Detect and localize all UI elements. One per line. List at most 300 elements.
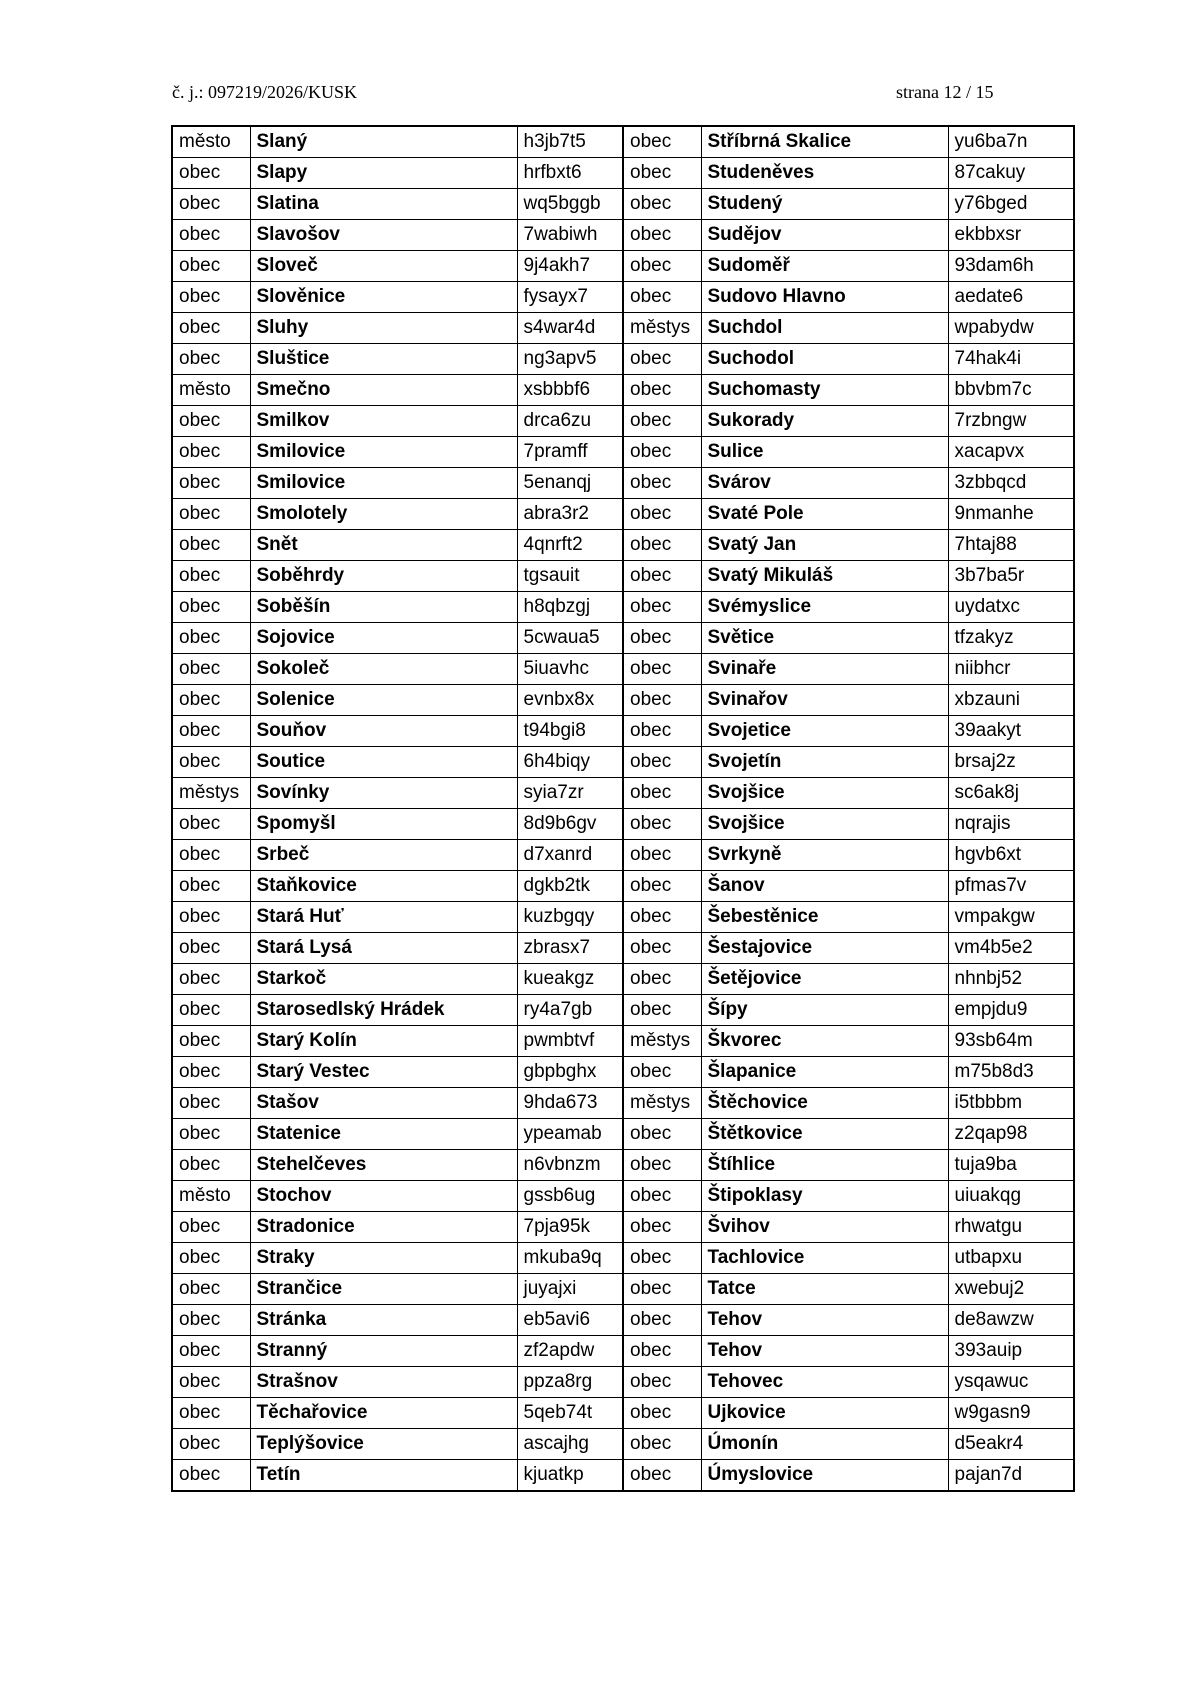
- municipality-code-cell: 6h4biqy: [517, 747, 623, 778]
- municipality-type-cell: obec: [172, 1398, 250, 1429]
- table-row: [172, 902, 1074, 933]
- municipality-name-cell: Srbeč: [250, 840, 517, 871]
- municipality-name-cell: Tachlovice: [701, 1243, 948, 1274]
- table-body: [172, 126, 1074, 1491]
- municipality-code-cell: zbrasx7: [517, 933, 623, 964]
- municipality-type-cell: obec: [623, 158, 701, 189]
- table-row: [172, 871, 1074, 902]
- municipality-name-cell: Svinařov: [701, 685, 948, 716]
- table-row: [172, 1150, 1074, 1181]
- municipality-name-cell: Svojšice: [701, 809, 948, 840]
- municipality-name-cell: Stašov: [250, 1088, 517, 1119]
- municipality-type-cell: obec: [172, 1460, 250, 1492]
- municipality-code-cell: juyajxi: [517, 1274, 623, 1305]
- municipality-name-cell: Suchdol: [701, 313, 948, 344]
- municipality-name-cell: Suchomasty: [701, 375, 948, 406]
- municipality-type-cell: obec: [623, 592, 701, 623]
- municipality-type-cell: obec: [623, 468, 701, 499]
- table-row: [172, 995, 1074, 1026]
- municipality-type-cell: obec: [623, 1212, 701, 1243]
- municipality-code-cell: 5cwaua5: [517, 623, 623, 654]
- municipality-code-cell: xsbbbf6: [517, 375, 623, 406]
- municipality-name-cell: Šlapanice: [701, 1057, 948, 1088]
- table-row: [172, 344, 1074, 375]
- municipality-code-cell: drca6zu: [517, 406, 623, 437]
- municipality-type-cell: obec: [623, 1305, 701, 1336]
- municipality-name-cell: Sluhy: [250, 313, 517, 344]
- municipality-type-cell: městys: [623, 1088, 701, 1119]
- municipality-code-cell: wq5bggb: [517, 189, 623, 220]
- municipality-type-cell: obec: [172, 561, 250, 592]
- municipality-type-cell: obec: [623, 1460, 701, 1492]
- municipality-code-cell: ry4a7gb: [517, 995, 623, 1026]
- municipality-code-cell: fysayx7: [517, 282, 623, 313]
- municipality-type-cell: obec: [623, 530, 701, 561]
- municipality-name-cell: Svojetice: [701, 716, 948, 747]
- municipality-type-cell: obec: [172, 716, 250, 747]
- municipality-type-cell: obec: [623, 1398, 701, 1429]
- municipality-code-cell: 3zbbqcd: [948, 468, 1074, 499]
- municipality-name-cell: Snět: [250, 530, 517, 561]
- municipality-type-cell: obec: [172, 809, 250, 840]
- municipality-name-cell: Stará Lysá: [250, 933, 517, 964]
- municipality-name-cell: Straky: [250, 1243, 517, 1274]
- municipality-type-cell: obec: [623, 1181, 701, 1212]
- municipality-type-cell: obec: [623, 778, 701, 809]
- municipality-code-cell: 7rzbngw: [948, 406, 1074, 437]
- municipality-name-cell: Svinaře: [701, 654, 948, 685]
- municipality-type-cell: obec: [172, 1367, 250, 1398]
- municipality-name-cell: Ujkovice: [701, 1398, 948, 1429]
- municipality-name-cell: Sulice: [701, 437, 948, 468]
- table-row: [172, 933, 1074, 964]
- municipality-name-cell: Svaté Pole: [701, 499, 948, 530]
- municipality-type-cell: obec: [172, 282, 250, 313]
- municipality-name-cell: Švihov: [701, 1212, 948, 1243]
- municipality-code-cell: tuja9ba: [948, 1150, 1074, 1181]
- municipality-code-cell: 74hak4i: [948, 344, 1074, 375]
- table-row: [172, 1460, 1074, 1492]
- municipality-name-cell: Úmonín: [701, 1429, 948, 1460]
- municipality-name-cell: Smilovice: [250, 468, 517, 499]
- document-reference: č. j.: 097219/2026/KUSK: [172, 82, 358, 102]
- municipality-code-cell: sc6ak8j: [948, 778, 1074, 809]
- municipality-code-cell: abra3r2: [517, 499, 623, 530]
- table-row: [172, 158, 1074, 189]
- municipality-code-cell: y76bged: [948, 189, 1074, 220]
- municipality-code-cell: kuzbgqy: [517, 902, 623, 933]
- municipality-name-cell: Sluštice: [250, 344, 517, 375]
- municipality-code-cell: 93sb64m: [948, 1026, 1074, 1057]
- table-row: [172, 964, 1074, 995]
- municipality-code-cell: 9nmanhe: [948, 499, 1074, 530]
- municipality-name-cell: Štipoklasy: [701, 1181, 948, 1212]
- table-row: [172, 716, 1074, 747]
- municipality-code-cell: gssb6ug: [517, 1181, 623, 1212]
- municipality-code-cell: 39aakyt: [948, 716, 1074, 747]
- municipality-type-cell: obec: [623, 499, 701, 530]
- table-row: [172, 1057, 1074, 1088]
- municipality-code-cell: 5qeb74t: [517, 1398, 623, 1429]
- municipality-code-cell: eb5avi6: [517, 1305, 623, 1336]
- municipality-name-cell: Štíhlice: [701, 1150, 948, 1181]
- municipality-name-cell: Těchařovice: [250, 1398, 517, 1429]
- municipality-type-cell: obec: [172, 871, 250, 902]
- municipality-type-cell: obec: [623, 1119, 701, 1150]
- municipality-type-cell: obec: [623, 375, 701, 406]
- table-row: [172, 747, 1074, 778]
- municipality-code-cell: 5iuavhc: [517, 654, 623, 685]
- municipality-code-cell: brsaj2z: [948, 747, 1074, 778]
- table-row: [172, 778, 1074, 809]
- table-row: [172, 530, 1074, 561]
- municipality-code-cell: dgkb2tk: [517, 871, 623, 902]
- municipality-code-cell: xacapvx: [948, 437, 1074, 468]
- municipality-type-cell: obec: [623, 902, 701, 933]
- municipality-code-cell: rhwatgu: [948, 1212, 1074, 1243]
- municipality-code-cell: bbvbm7c: [948, 375, 1074, 406]
- municipality-name-cell: Soutice: [250, 747, 517, 778]
- municipality-type-cell: obec: [172, 1429, 250, 1460]
- municipality-name-cell: Starosedlský Hrádek: [250, 995, 517, 1026]
- municipality-name-cell: Smolotely: [250, 499, 517, 530]
- municipality-name-cell: Tetín: [250, 1460, 517, 1492]
- municipality-type-cell: obec: [172, 406, 250, 437]
- municipality-code-cell: ypeamab: [517, 1119, 623, 1150]
- municipality-type-cell: obec: [623, 344, 701, 375]
- municipality-type-cell: obec: [172, 1305, 250, 1336]
- municipality-type-cell: obec: [623, 871, 701, 902]
- municipality-name-cell: Stříbrná Skalice: [701, 126, 948, 158]
- municipality-code-cell: hrfbxt6: [517, 158, 623, 189]
- municipality-name-cell: Solenice: [250, 685, 517, 716]
- municipality-type-cell: obec: [623, 1336, 701, 1367]
- municipality-name-cell: Tehov: [701, 1336, 948, 1367]
- municipality-code-cell: 9hda673: [517, 1088, 623, 1119]
- municipality-name-cell: Slavošov: [250, 220, 517, 251]
- table-row: [172, 499, 1074, 530]
- table-row: [172, 1305, 1074, 1336]
- municipality-type-cell: obec: [172, 1057, 250, 1088]
- municipality-name-cell: Sokoleč: [250, 654, 517, 685]
- municipality-name-cell: Stochov: [250, 1181, 517, 1212]
- municipality-type-cell: obec: [172, 933, 250, 964]
- municipality-name-cell: Slapy: [250, 158, 517, 189]
- municipality-code-cell: hgvb6xt: [948, 840, 1074, 871]
- municipality-type-cell: obec: [623, 561, 701, 592]
- municipality-code-cell: ppza8rg: [517, 1367, 623, 1398]
- table-row: [172, 468, 1074, 499]
- municipality-code-cell: 7pja95k: [517, 1212, 623, 1243]
- municipality-type-cell: obec: [172, 592, 250, 623]
- municipality-type-cell: obec: [172, 840, 250, 871]
- table-row: [172, 1181, 1074, 1212]
- municipality-name-cell: Stradonice: [250, 1212, 517, 1243]
- municipality-type-cell: obec: [623, 437, 701, 468]
- municipality-code-cell: pajan7d: [948, 1460, 1074, 1492]
- municipality-name-cell: Starý Vestec: [250, 1057, 517, 1088]
- municipality-name-cell: Tehovec: [701, 1367, 948, 1398]
- municipality-type-cell: obec: [623, 623, 701, 654]
- municipality-code-cell: gbpbghx: [517, 1057, 623, 1088]
- municipality-name-cell: Tatce: [701, 1274, 948, 1305]
- municipality-name-cell: Slaný: [250, 126, 517, 158]
- municipality-name-cell: Svojšice: [701, 778, 948, 809]
- municipality-code-cell: n6vbnzm: [517, 1150, 623, 1181]
- municipality-name-cell: Svatý Jan: [701, 530, 948, 561]
- municipality-code-cell: mkuba9q: [517, 1243, 623, 1274]
- municipality-code-cell: niibhcr: [948, 654, 1074, 685]
- municipality-name-cell: Sukorady: [701, 406, 948, 437]
- municipality-code-cell: 87cakuy: [948, 158, 1074, 189]
- municipality-name-cell: Suchodol: [701, 344, 948, 375]
- municipality-name-cell: Šestajovice: [701, 933, 948, 964]
- municipality-code-cell: kueakgz: [517, 964, 623, 995]
- municipality-code-cell: zf2apdw: [517, 1336, 623, 1367]
- municipality-type-cell: obec: [172, 1212, 250, 1243]
- municipality-type-cell: obec: [623, 716, 701, 747]
- municipality-type-cell: obec: [172, 685, 250, 716]
- table-row: [172, 406, 1074, 437]
- municipality-code-cell: uydatxc: [948, 592, 1074, 623]
- table-row: [172, 220, 1074, 251]
- municipality-name-cell: Svrkyně: [701, 840, 948, 871]
- municipality-name-cell: Sudoměř: [701, 251, 948, 282]
- municipality-name-cell: Svárov: [701, 468, 948, 499]
- table-row: [172, 1274, 1074, 1305]
- municipality-name-cell: Stará Huť: [250, 902, 517, 933]
- municipality-name-cell: Svatý Mikuláš: [701, 561, 948, 592]
- municipality-type-cell: obec: [172, 747, 250, 778]
- municipality-code-cell: 393auip: [948, 1336, 1074, 1367]
- municipality-code-cell: w9gasn9: [948, 1398, 1074, 1429]
- municipality-type-cell: obec: [623, 1274, 701, 1305]
- table-row: [172, 1119, 1074, 1150]
- municipality-code-cell: xwebuj2: [948, 1274, 1074, 1305]
- municipality-code-cell: evnbx8x: [517, 685, 623, 716]
- municipality-type-cell: obec: [623, 1150, 701, 1181]
- municipality-name-cell: Štětkovice: [701, 1119, 948, 1150]
- municipality-code-cell: syia7zr: [517, 778, 623, 809]
- municipality-code-cell: t94bgi8: [517, 716, 623, 747]
- municipality-code-cell: h8qbzgj: [517, 592, 623, 623]
- municipality-name-cell: Stránka: [250, 1305, 517, 1336]
- municipality-code-cell: 93dam6h: [948, 251, 1074, 282]
- municipality-type-cell: obec: [623, 126, 701, 158]
- municipality-code-cell: h3jb7t5: [517, 126, 623, 158]
- municipality-code-cell: wpabydw: [948, 313, 1074, 344]
- municipality-name-cell: Slověnice: [250, 282, 517, 313]
- municipality-code-cell: ng3apv5: [517, 344, 623, 375]
- municipality-code-cell: ysqawuc: [948, 1367, 1074, 1398]
- municipality-code-cell: tgsauit: [517, 561, 623, 592]
- municipality-type-cell: obec: [172, 220, 250, 251]
- municipality-code-cell: de8awzw: [948, 1305, 1074, 1336]
- municipality-type-cell: obec: [623, 406, 701, 437]
- municipality-code-cell: 4qnrft2: [517, 530, 623, 561]
- table-row: [172, 654, 1074, 685]
- municipality-type-cell: obec: [623, 654, 701, 685]
- municipality-type-cell: obec: [172, 1088, 250, 1119]
- municipality-type-cell: obec: [172, 1274, 250, 1305]
- municipality-code-cell: 8d9b6gv: [517, 809, 623, 840]
- table-row: [172, 809, 1074, 840]
- municipality-type-cell: obec: [172, 902, 250, 933]
- municipality-name-cell: Světice: [701, 623, 948, 654]
- municipality-code-cell: d7xanrd: [517, 840, 623, 871]
- municipality-name-cell: Šebestěnice: [701, 902, 948, 933]
- municipality-name-cell: Sloveč: [250, 251, 517, 282]
- municipality-code-cell: pfmas7v: [948, 871, 1074, 902]
- municipality-name-cell: Svémyslice: [701, 592, 948, 623]
- municipality-code-cell: ascajhg: [517, 1429, 623, 1460]
- municipality-name-cell: Stehelčeves: [250, 1150, 517, 1181]
- municipality-code-cell: 7pramff: [517, 437, 623, 468]
- municipality-type-cell: obec: [623, 282, 701, 313]
- municipality-name-cell: Studený: [701, 189, 948, 220]
- municipality-type-cell: městys: [623, 1026, 701, 1057]
- municipality-name-cell: Smilovice: [250, 437, 517, 468]
- municipality-type-cell: obec: [172, 1243, 250, 1274]
- municipality-name-cell: Svojetín: [701, 747, 948, 778]
- municipality-code-cell: utbapxu: [948, 1243, 1074, 1274]
- municipality-name-cell: Strašnov: [250, 1367, 517, 1398]
- municipality-name-cell: Starý Kolín: [250, 1026, 517, 1057]
- table-row: [172, 375, 1074, 406]
- table-row: [172, 1026, 1074, 1057]
- table-row: [172, 592, 1074, 623]
- table-row: [172, 1336, 1074, 1367]
- municipality-name-cell: Soběhrdy: [250, 561, 517, 592]
- municipality-type-cell: obec: [623, 685, 701, 716]
- municipality-type-cell: obec: [623, 747, 701, 778]
- municipality-type-cell: obec: [172, 313, 250, 344]
- municipality-type-cell: obec: [623, 1243, 701, 1274]
- municipality-code-cell: nhnbj52: [948, 964, 1074, 995]
- municipality-code-cell: i5tbbbm: [948, 1088, 1074, 1119]
- municipality-type-cell: obec: [623, 964, 701, 995]
- municipality-type-cell: město: [172, 375, 250, 406]
- municipality-code-cell: uiuakqg: [948, 1181, 1074, 1212]
- page-number: strana 12 / 15: [896, 82, 994, 102]
- municipality-name-cell: Slatina: [250, 189, 517, 220]
- municipality-code-cell: nqrajis: [948, 809, 1074, 840]
- municipality-name-cell: Spomyšl: [250, 809, 517, 840]
- municipality-name-cell: Tehov: [701, 1305, 948, 1336]
- table-row: [172, 840, 1074, 871]
- municipality-type-cell: obec: [623, 809, 701, 840]
- municipality-code-cell: s4war4d: [517, 313, 623, 344]
- municipality-code-cell: d5eakr4: [948, 1429, 1074, 1460]
- table-row: [172, 437, 1074, 468]
- table-row: [172, 1429, 1074, 1460]
- municipality-type-cell: obec: [623, 220, 701, 251]
- municipality-name-cell: Sudějov: [701, 220, 948, 251]
- municipality-name-cell: Statenice: [250, 1119, 517, 1150]
- municipality-code-cell: kjuatkp: [517, 1460, 623, 1492]
- municipality-type-cell: obec: [172, 499, 250, 530]
- municipality-code-cell: 3b7ba5r: [948, 561, 1074, 592]
- municipality-type-cell: městys: [172, 778, 250, 809]
- municipality-type-cell: obec: [172, 158, 250, 189]
- municipality-type-cell: obec: [623, 1367, 701, 1398]
- municipality-name-cell: Sovínky: [250, 778, 517, 809]
- municipality-type-cell: obec: [172, 1026, 250, 1057]
- municipality-name-cell: Staňkovice: [250, 871, 517, 902]
- municipality-code-cell: aedate6: [948, 282, 1074, 313]
- municipality-code-cell: tfzakyz: [948, 623, 1074, 654]
- municipality-name-cell: Soběšín: [250, 592, 517, 623]
- municipality-type-cell: obec: [172, 1150, 250, 1181]
- table-row: [172, 126, 1074, 158]
- municipality-type-cell: obec: [623, 840, 701, 871]
- municipality-code-cell: 7wabiwh: [517, 220, 623, 251]
- municipality-code-cell: empjdu9: [948, 995, 1074, 1026]
- municipality-code-cell: xbzauni: [948, 685, 1074, 716]
- municipality-name-cell: Šetějovice: [701, 964, 948, 995]
- municipality-name-cell: Sojovice: [250, 623, 517, 654]
- municipality-name-cell: Studeněves: [701, 158, 948, 189]
- municipality-type-cell: obec: [172, 623, 250, 654]
- municipality-type-cell: obec: [623, 933, 701, 964]
- table-row: [172, 1398, 1074, 1429]
- municipality-name-cell: Sudovo Hlavno: [701, 282, 948, 313]
- municipality-type-cell: obec: [172, 1119, 250, 1150]
- municipality-type-cell: obec: [172, 530, 250, 561]
- municipality-type-cell: obec: [623, 189, 701, 220]
- municipality-type-cell: obec: [172, 344, 250, 375]
- municipality-type-cell: obec: [623, 1429, 701, 1460]
- municipality-type-cell: obec: [172, 654, 250, 685]
- municipality-code-cell: vm4b5e2: [948, 933, 1074, 964]
- municipality-type-cell: městys: [623, 313, 701, 344]
- table-row: [172, 685, 1074, 716]
- municipality-type-cell: město: [172, 1181, 250, 1212]
- municipality-code-cell: z2qap98: [948, 1119, 1074, 1150]
- municipality-name-cell: Šípy: [701, 995, 948, 1026]
- table-row: [172, 1212, 1074, 1243]
- municipality-name-cell: Stranný: [250, 1336, 517, 1367]
- municipality-code-cell: pwmbtvf: [517, 1026, 623, 1057]
- municipality-name-cell: Štěchovice: [701, 1088, 948, 1119]
- municipality-name-cell: Šanov: [701, 871, 948, 902]
- municipality-name-cell: Škvorec: [701, 1026, 948, 1057]
- table-row: [172, 561, 1074, 592]
- table-row: [172, 282, 1074, 313]
- municipality-name-cell: Smilkov: [250, 406, 517, 437]
- table-row: [172, 189, 1074, 220]
- municipality-table: [171, 125, 1075, 1492]
- municipality-type-cell: obec: [172, 964, 250, 995]
- municipality-type-cell: obec: [172, 437, 250, 468]
- municipality-type-cell: obec: [172, 251, 250, 282]
- municipality-code-cell: yu6ba7n: [948, 126, 1074, 158]
- municipality-code-cell: vmpakgw: [948, 902, 1074, 933]
- table-row: [172, 1243, 1074, 1274]
- municipality-type-cell: obec: [623, 251, 701, 282]
- municipality-code-cell: ekbbxsr: [948, 220, 1074, 251]
- municipality-type-cell: město: [172, 126, 250, 158]
- municipality-name-cell: Starkoč: [250, 964, 517, 995]
- municipality-type-cell: obec: [172, 1336, 250, 1367]
- table-row: [172, 1088, 1074, 1119]
- municipality-name-cell: Strančice: [250, 1274, 517, 1305]
- table-row: [172, 1367, 1074, 1398]
- municipality-type-cell: obec: [623, 995, 701, 1026]
- municipality-code-cell: 9j4akh7: [517, 251, 623, 282]
- municipality-name-cell: Souňov: [250, 716, 517, 747]
- municipality-name-cell: Úmyslovice: [701, 1460, 948, 1492]
